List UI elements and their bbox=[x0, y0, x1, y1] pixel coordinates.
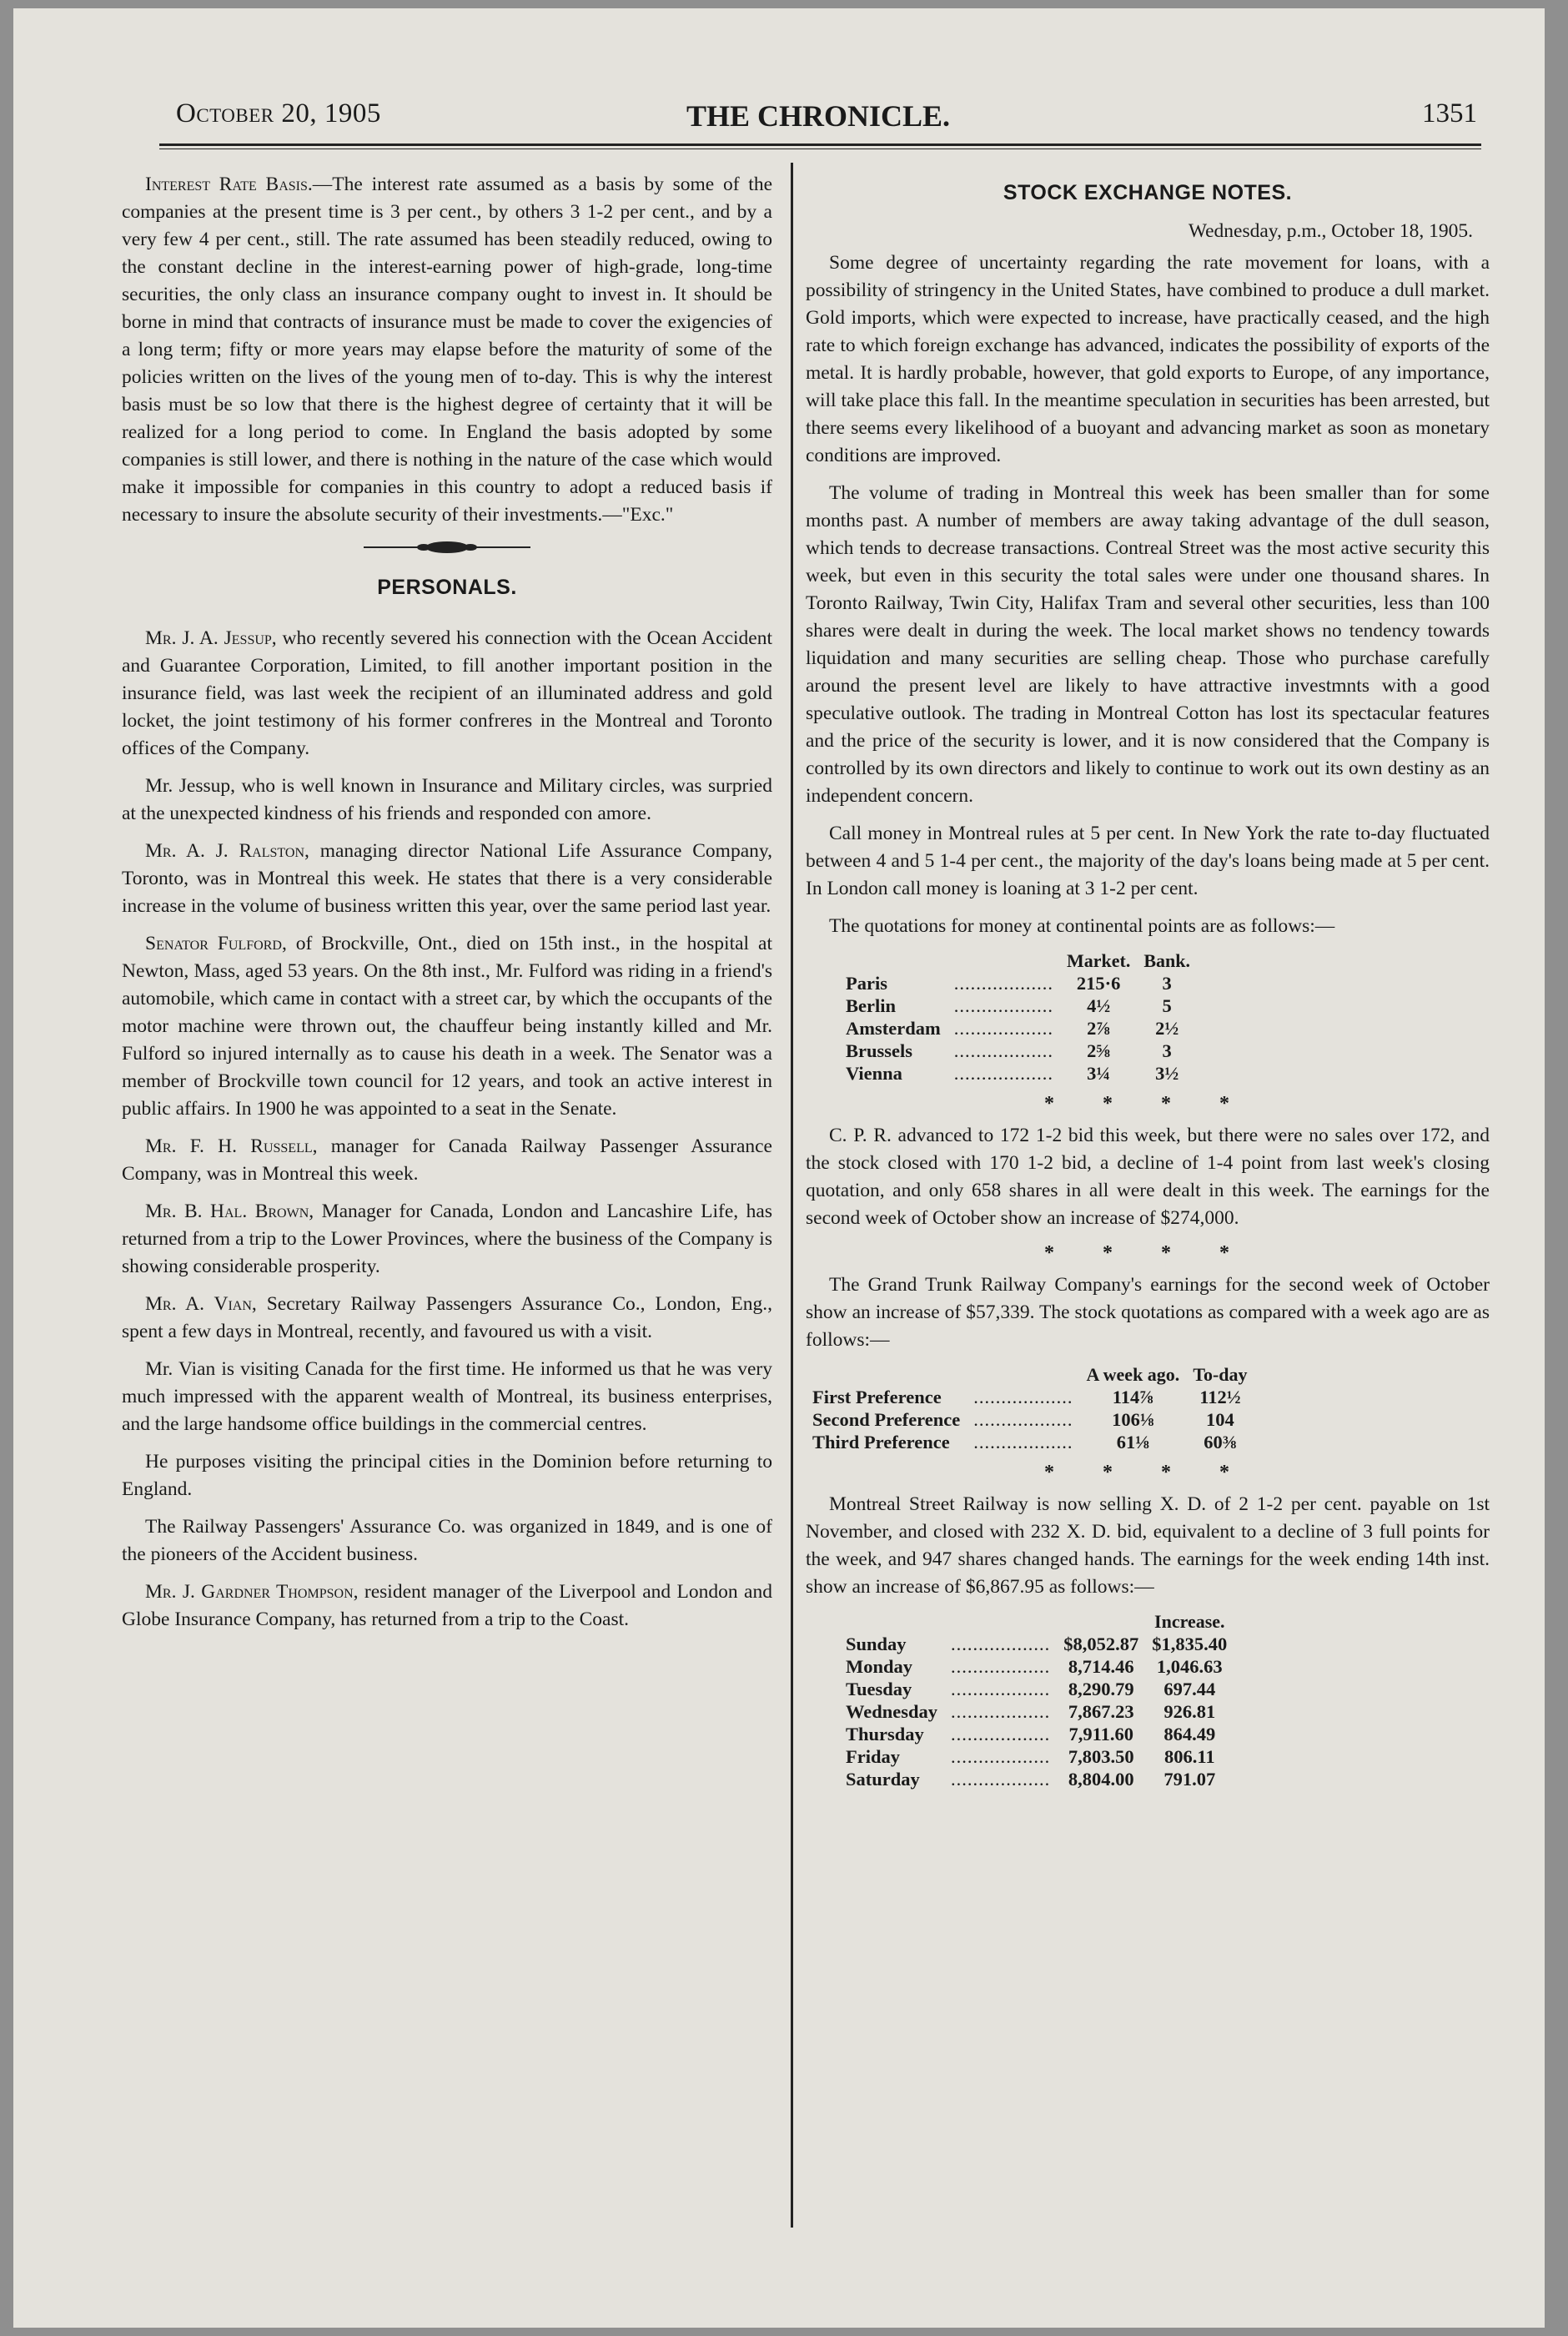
stock-notes-title: STOCK EXCHANGE NOTES. bbox=[1003, 181, 1293, 204]
table-row bbox=[839, 972, 1197, 994]
table-row bbox=[839, 1633, 1234, 1655]
grand-trunk-body bbox=[806, 1364, 1254, 1453]
earnings-increase: $1,835.40 bbox=[1152, 1634, 1228, 1654]
city-label: Berlin bbox=[846, 995, 896, 1016]
earnings-increase: 1,046.63 bbox=[1156, 1656, 1223, 1677]
today-price: 112½ bbox=[1199, 1387, 1241, 1407]
bank-rate: 3½ bbox=[1155, 1063, 1179, 1084]
stock-name: First Preference bbox=[812, 1387, 942, 1407]
stock-name: Third Preference bbox=[812, 1432, 950, 1452]
table-row bbox=[839, 1723, 1234, 1745]
header-spacer bbox=[947, 950, 1060, 972]
day-label: Wednesday bbox=[846, 1701, 938, 1722]
stock-para-3: Call money in Montreal rules at 5 per cent. In New York the rate to-day fluctuated between 4 and 5 1-4 per cent., the majority of the day's loans being made at 5 per cent. In London call money is loaning at 3 1-2 per cent. bbox=[806, 823, 1490, 899]
table-row bbox=[839, 1745, 1234, 1768]
leader-dots: .................. bbox=[953, 1040, 1053, 1061]
interest-rate-lead: Interest Rate Basis. bbox=[145, 174, 313, 195]
personal-body: managing director National Life Assurance Company, Toronto, was in Montreal this week. He states that there is a very considerable increase in the volume of business written this year, over the same period last year. bbox=[122, 840, 772, 917]
personal-name: Senator Fulford, bbox=[145, 933, 287, 954]
personal-body: Secretary Railway Passengers Assurance Co., London, Eng., spent a few days in Montreal, recently, and favoured us with a visit. bbox=[122, 1293, 772, 1342]
day-label: Saturday bbox=[846, 1769, 920, 1790]
personal-fulford bbox=[122, 930, 772, 1123]
stock-para-4: The quotations for money at continental points are as follows:— bbox=[829, 915, 1335, 937]
table-row bbox=[806, 1431, 1254, 1453]
leader-dots: .................. bbox=[951, 1634, 1051, 1654]
column-header: To-day bbox=[1193, 1364, 1248, 1385]
leader-dots: .................. bbox=[951, 1724, 1051, 1744]
day-label: Monday bbox=[846, 1656, 913, 1677]
market-rate: 2⅞ bbox=[1087, 1018, 1111, 1039]
bank-rate: 2½ bbox=[1155, 1018, 1179, 1039]
market-rate: 3¼ bbox=[1087, 1063, 1111, 1084]
day-label: Friday bbox=[846, 1746, 900, 1767]
earnings-increase: 806.11 bbox=[1163, 1746, 1215, 1767]
city-label: Brussels bbox=[846, 1040, 913, 1061]
bank-rate: 3 bbox=[1162, 1040, 1172, 1061]
personal-ralston bbox=[122, 838, 772, 920]
city-label: Amsterdam bbox=[846, 1018, 941, 1039]
table-row bbox=[839, 1678, 1234, 1700]
table-header-row bbox=[839, 1611, 1234, 1633]
money-quotations-body bbox=[839, 950, 1197, 1085]
money-quotations-table bbox=[839, 950, 1197, 1085]
today-price: 60⅜ bbox=[1204, 1432, 1237, 1452]
earnings-increase: 791.07 bbox=[1163, 1769, 1216, 1790]
personal-vian-cont-3: The Railway Passengers' Assurance Co. was organized in 1849, and is one of the pioneers of the Accident business. bbox=[122, 1516, 772, 1565]
leader-dots: .................. bbox=[973, 1387, 1073, 1407]
header-spacer bbox=[944, 1611, 1057, 1633]
personal-vian bbox=[122, 1291, 772, 1346]
market-rate: 2⅝ bbox=[1087, 1040, 1111, 1061]
ornament-divider bbox=[122, 539, 772, 564]
header-spacer bbox=[839, 950, 947, 972]
table-row bbox=[839, 1655, 1234, 1678]
section-stars: * * * * bbox=[1044, 1462, 1251, 1483]
city-label: Paris bbox=[846, 973, 887, 994]
table-row bbox=[839, 1700, 1234, 1723]
table-header-row bbox=[839, 950, 1197, 972]
table-row bbox=[839, 1768, 1234, 1790]
personal-name: Mr. B. Hal. Brown, bbox=[145, 1201, 314, 1222]
week-ago-price: 61⅛ bbox=[1116, 1432, 1150, 1452]
leader-dots: .................. bbox=[973, 1432, 1073, 1452]
personal-name: Mr. J. A. Jessup, bbox=[145, 627, 277, 649]
leader-dots: .................. bbox=[951, 1746, 1051, 1767]
leader-dots: .................. bbox=[953, 995, 1053, 1016]
column-header: Bank. bbox=[1143, 950, 1190, 971]
table-row bbox=[839, 1040, 1197, 1062]
dateline: Wednesday, p.m., October 18, 1905. bbox=[1188, 220, 1473, 242]
column-header: A week ago. bbox=[1086, 1364, 1180, 1385]
personal-vian-cont-2: He purposes visiting the principal cities in the Dominion before returning to England. bbox=[122, 1451, 772, 1500]
day-label: Thursday bbox=[846, 1724, 924, 1744]
personal-body: who recently severed his connection with the Ocean Accident and Guarantee Corporation, Limited, to fill another important position in the insurance field, was last week the recipient of an illuminated address and gold locket, the joint testimony of his former confreres in the Montreal and Toronto offices of the Company. bbox=[122, 627, 772, 759]
earnings-amount: 7,911.60 bbox=[1068, 1724, 1134, 1744]
leader-dots: .................. bbox=[951, 1769, 1051, 1790]
earnings-amount: 7,867.23 bbox=[1068, 1701, 1134, 1722]
stock-name: Second Preference bbox=[812, 1409, 961, 1430]
earnings-increase: 697.44 bbox=[1163, 1679, 1216, 1699]
earnings-amount: 8,804.00 bbox=[1068, 1769, 1134, 1790]
header-spacer bbox=[839, 1611, 944, 1633]
table-header-row bbox=[806, 1364, 1254, 1386]
personal-body: resident manager of the Liverpool and London and Globe Insurance Company, has returned from a trip to the Coast. bbox=[122, 1581, 772, 1630]
personal-name: Mr. A. Vian, bbox=[145, 1293, 257, 1315]
leader-dots: .................. bbox=[951, 1679, 1051, 1699]
table-row bbox=[839, 1017, 1197, 1040]
header-spacer bbox=[1057, 1611, 1145, 1633]
street-railway-earnings-table bbox=[839, 1611, 1234, 1790]
earnings-amount: 7,803.50 bbox=[1068, 1746, 1134, 1767]
week-ago-price: 114⅞ bbox=[1112, 1387, 1154, 1407]
stock-para-7: Montreal Street Railway is now selling X. D. of 2 1-2 per cent. payable on 1st November, and closed with 232 X. D. bid, equivalent to a decline of 3 full points for the week, and 947 shares changed hands. The earnings for the week ending 14th inst. show an increase of $6,867.95 as follows:— bbox=[806, 1493, 1490, 1598]
page-header bbox=[159, 98, 1477, 140]
stock-para-5: C. P. R. advanced to 172 1-2 bid this week, but there were no sales over 172, and the stock closed with 170 1-2 bid, a decline of 1-4 point from last week's closing quotation, and only 658 shares in all were dealt in this week. The earnings for the second week of October show an increase of $274,000. bbox=[806, 1125, 1490, 1229]
leader-dots: .................. bbox=[951, 1656, 1051, 1677]
column-header: Increase. bbox=[1154, 1611, 1225, 1632]
day-label: Tuesday bbox=[846, 1679, 912, 1699]
table-row bbox=[839, 1062, 1197, 1085]
market-rate: 4½ bbox=[1087, 995, 1111, 1016]
header-rule-thick bbox=[159, 143, 1481, 146]
personal-jessup bbox=[122, 625, 772, 763]
column-header: Market. bbox=[1066, 950, 1131, 971]
section-stars: * * * * bbox=[1044, 1093, 1251, 1115]
personal-body: Manager for Canada, London and Lancashire Life, has returned from a trip to the Lower Provinces, where the business of the Company is showing considerable prosperity. bbox=[122, 1201, 772, 1277]
personal-brown bbox=[122, 1198, 772, 1281]
right-column bbox=[806, 171, 1490, 2257]
ornament-icon bbox=[364, 539, 530, 556]
leader-dots: .................. bbox=[953, 1018, 1053, 1039]
earnings-amount: 8,714.46 bbox=[1068, 1656, 1134, 1677]
week-ago-price: 106⅛ bbox=[1112, 1409, 1154, 1430]
header-title: THE CHRONICLE. bbox=[686, 99, 951, 133]
city-label: Vienna bbox=[846, 1063, 902, 1084]
personal-jessup-cont: Mr. Jessup, who is well known in Insurance and Military circles, was surpried at the unexpected kindness of his friends and responded con amore. bbox=[122, 775, 772, 824]
stock-para-6: The Grand Trunk Railway Company's earnings for the second week of October show an increase of $57,339. The stock quotations as compared with a week ago are as follows:— bbox=[806, 1274, 1490, 1351]
market-rate: 215·6 bbox=[1076, 973, 1121, 994]
personal-name: Mr. J. Gardner Thompson, bbox=[145, 1581, 359, 1603]
personal-vian-cont-1: Mr. Vian is visiting Canada for the first time. He informed us that he was very much impressed with the apparent wealth of Montreal, its business enterprises, and the large handsome office buildings in the commercial centres. bbox=[122, 1358, 772, 1435]
personal-body: manager for Canada Railway Passenger Assurance Company, was in Montreal this week. bbox=[122, 1135, 772, 1185]
leader-dots: .................. bbox=[953, 1063, 1053, 1084]
personal-thompson bbox=[122, 1578, 772, 1634]
earnings-amount: $8,052.87 bbox=[1063, 1634, 1139, 1654]
section-stars: * * * * bbox=[1044, 1242, 1251, 1264]
header-spacer bbox=[967, 1364, 1079, 1386]
left-column bbox=[122, 171, 772, 2240]
newspaper-page bbox=[13, 8, 1545, 2328]
stock-para-2: The volume of trading in Montreal this week has been smaller than for some months past. A number of members are away taking advantage of the dull season, which tends to decrease transactions. Contreal Street was the most active security this week, but even in this security the total sales were under one thousand shares. In Toronto Railway, Twin City, Halifax Tram and several other securities, less than 100 shares were dealt in during the week. The local market shows no tendency towards liquidation and many securities are selling cheap. Those who purchase carefully around the present level are likely to have attractive investmnts with a good speculative outlook. The trading in Montreal Cotton has lost its spectacular features and the price of the security is lower, and it is now considered that the Company is controlled by its own directors and likely to continue to work out its own destiny as an independent concern. bbox=[806, 482, 1490, 807]
table-row bbox=[839, 994, 1197, 1017]
leader-dots: .................. bbox=[953, 973, 1053, 994]
earnings-amount: 8,290.79 bbox=[1068, 1679, 1134, 1699]
day-label: Sunday bbox=[846, 1634, 907, 1654]
column-divider bbox=[791, 163, 793, 2228]
grand-trunk-table bbox=[806, 1364, 1254, 1453]
interest-rate-article bbox=[122, 171, 772, 529]
table-row bbox=[806, 1386, 1254, 1408]
leader-dots: .................. bbox=[951, 1701, 1051, 1722]
interest-rate-body: —The interest rate assumed as a basis by some of the companies at the present time is 3 per cent., by others 3 1-2 per cent., and by a very few 4 per cent., still. The rate assumed has been steadily reduced, owing to the constant decline in the interest-earning power of high-grade, long-time securities, the only class an insurance company ought to invest in. It should be borne in mind that contracts of insurance must be made to cover the exigencies of a long term; fifty or more years may elapse before the maturity of some of the policies written on the lives of the young men of to-day. This is why the interest basis must be so low that there is the highest degree of certainty that it will be realized for a long period to come. In England the basis adopted by some companies is still lower, and there is nothing in the nature of the case which would make it impossible for companies in this country to adopt a reduced basis if necessary to insure the absolute security of their investments.—"Exc." bbox=[122, 174, 772, 526]
leader-dots: .................. bbox=[973, 1409, 1073, 1430]
header-page-number: 1351 bbox=[1422, 98, 1477, 128]
bank-rate: 5 bbox=[1162, 995, 1172, 1016]
bank-rate: 3 bbox=[1162, 973, 1172, 994]
personal-name: Mr. A. J. Ralston, bbox=[145, 840, 309, 862]
stock-para-1: Some degree of uncertainty regarding the rate movement for loans, with a possibility of stringency in the United States, have combined to produce a dull market. Gold imports, which were expected to increase, have practically ceased, and the high rate to which foreign exchange has advanced, indicates the possibility of exports of the metal. It is hardly probable, however, that gold exports to Europe, of any importance, will take place this fall. In the meantime speculation in securities has been arrested, but there seems every likelihood of a buoyant and advancing market as soon as monetary conditions are improved. bbox=[806, 252, 1490, 466]
earnings-body bbox=[839, 1611, 1234, 1790]
personal-name: Mr. F. H. Russell, bbox=[145, 1135, 318, 1157]
table-row bbox=[806, 1408, 1254, 1431]
earnings-increase: 926.81 bbox=[1163, 1701, 1216, 1722]
header-spacer bbox=[806, 1364, 967, 1386]
header-date: October 20, 1905 bbox=[176, 98, 381, 128]
personal-body: of Brockville, Ont., died on 15th inst., in the hospital at Newton, Mass, aged 53 years. On the 8th inst., Mr. Fulford was riding in a friend's automobile, which came in contact with a street car, by which the occupants of the motor machine were thrown out, the chauffeur being instantly killed and Mr. Fulford so injured internally as to cause his death in a week. The Senator was a member of Brockville town council for 12 years, and took an active interest in public affairs. In 1900 he was appointed to a seat in the Senate. bbox=[122, 933, 772, 1120]
today-price: 104 bbox=[1206, 1409, 1234, 1430]
earnings-increase: 864.49 bbox=[1163, 1724, 1216, 1744]
personal-russell bbox=[122, 1133, 772, 1188]
personals-title: PERSONALS. bbox=[377, 576, 517, 599]
